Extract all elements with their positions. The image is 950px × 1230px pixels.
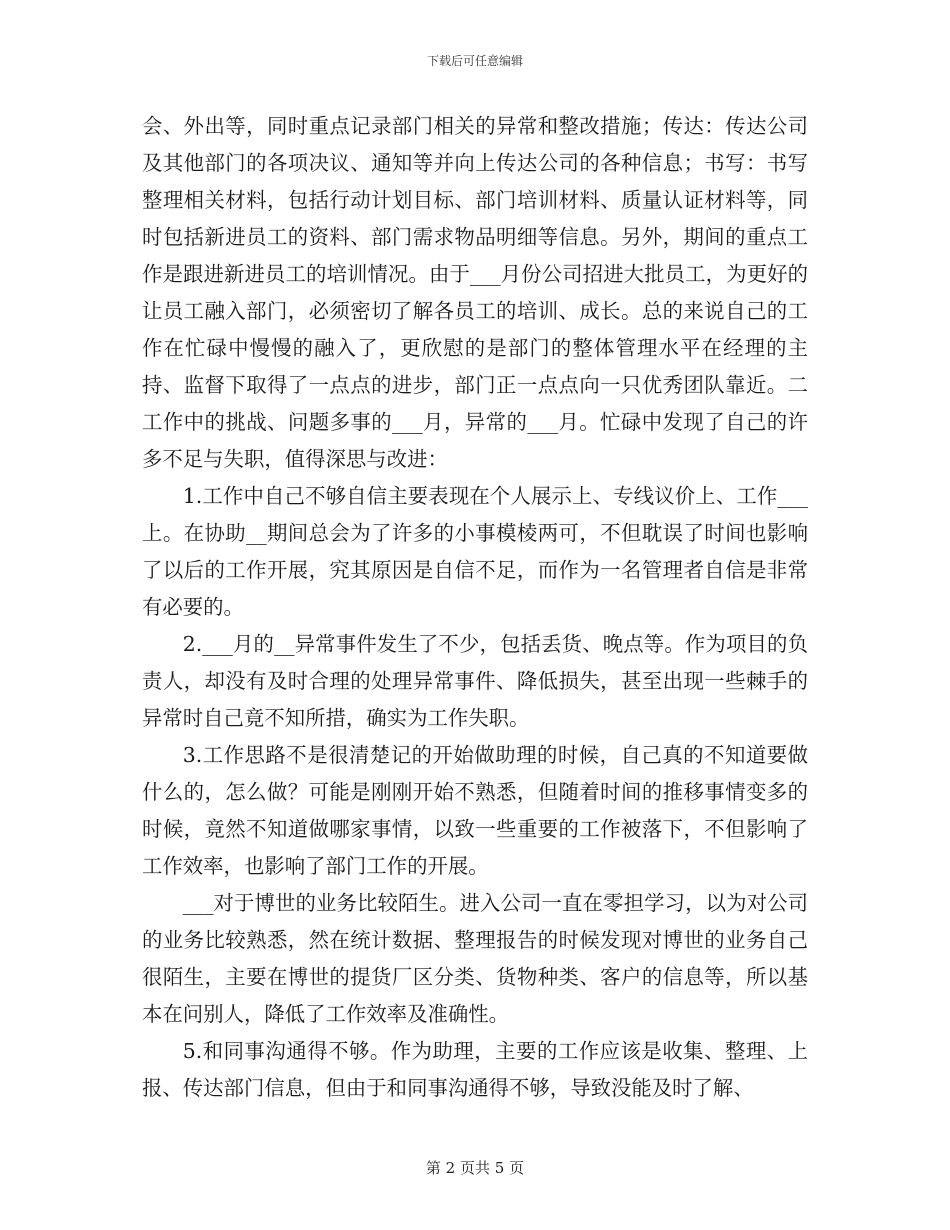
paragraph-item-2: 2.___月的__异常事件发生了不少，包括丢货、晚点等。作为项目的负责人，却没有及时合理的处理异常事件、降低损失，甚至出现一些棘手的异常时自己竟不知所措，确实为工作失职。 <box>142 632 808 730</box>
paragraph-intro: 会、外出等，同时重点记录部门相关的异常和整改措施；传达：传达公司及其他部门的各项决议、通知等并向上传达公司的各种信息；书写：书写整理相关材料，包括行动计划目标、部门培训材料、质量认证材料等，同时包括新进员工的资料、部门需求物品明细等信息。另外，期间的重点工作是跟进新进员工的培训情况。由于___月份公司招进大批员工，为更好的让员工融入部门，必须密切了解各员工的培训、成长。总的来说自己的工作在忙碌中慢慢的融入了，更欣慰的是部门的整体管理水平在经理的主持、监督下取得了一点点的进步，部门正一点点向一只优秀团队靠近。二工作中的挑战、问题多事的___月，异常的___月。忙碌中发现了自己的许多不足与失职，值得深思与改进： <box>142 114 808 471</box>
paragraph-item-3: 3.工作思路不是很清楚记的开始做助理的时候，自己真的不知道要做什么的，怎么做？可能是刚刚开始不熟悉，但随着时间的推移事情变多的时候，竟然不知道做哪家事情，以致一些重要的工作被落下，不但影响了工作效率，也影响了部门工作的开展。 <box>142 743 808 878</box>
page-footer: 第 2 页共 5 页 <box>425 1159 525 1177</box>
page-header: 下载后可任意编辑 <box>426 54 523 68</box>
document-body <box>142 108 808 1107</box>
paragraph-item-5: 5.和同事沟通得不够。作为助理，主要的工作应该是收集、整理、上报、传达部门信息，但由于和同事沟通得不够，导致没能及时了解、 <box>142 1039 808 1100</box>
paragraph-item-4: ___对于博世的业务比较陌生。进入公司一直在零担学习，以为对公司的业务比较熟悉，然在统计数据、整理报告的时候发现对博世的业务自己很陌生，主要在博世的提货厂区分类、货物种类、客户的信息等，所以基本在问别人，降低了工作效率及准确性。 <box>142 891 808 1026</box>
paragraph-item-1: 1.工作中自己不够自信主要表现在个人展示上、专线议价上、工作___上。在协助__期间总会为了许多的小事模棱两可，不但耽误了时间也影响了以后的工作开展，究其原因是自信不足，而作为一名管理者自信是非常有必要的。 <box>142 484 808 619</box>
